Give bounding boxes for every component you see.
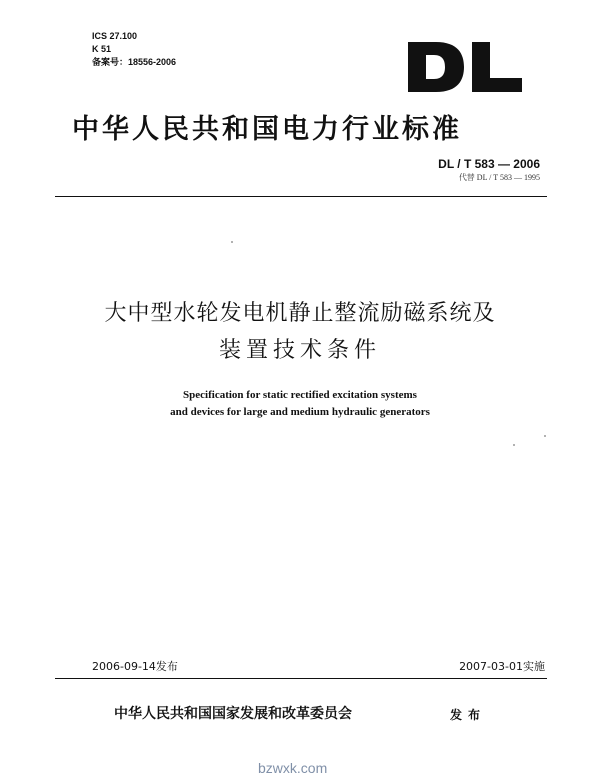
scan-speck xyxy=(544,435,546,437)
issuing-authority: 中华人民共和国国家发展和改革委员会 xyxy=(114,706,352,722)
replaces-standard: 代替 DL / T 583 — 1995 xyxy=(458,173,540,182)
classification-code: K 51 xyxy=(92,44,112,54)
standard-category-title: 中华人民共和国电力行业标准 xyxy=(72,114,462,145)
watermark-text: bzwxk.com xyxy=(258,760,328,776)
standard-number: DL / T 583 — 2006 xyxy=(438,157,540,171)
footer-divider xyxy=(55,678,547,679)
issue-label: 发布 xyxy=(450,708,487,722)
scan-speck xyxy=(231,241,233,243)
document-title-en-line2: and devices for large and medium hydraulic generators xyxy=(170,406,430,418)
ics-code: ICS 27.100 xyxy=(92,31,138,41)
dl-logo xyxy=(406,40,524,94)
header-divider xyxy=(55,196,547,197)
document-title-zh-line1: 大中型水轮发电机静止整流励磁系统及 xyxy=(104,301,496,326)
implement-date: 2007-03-01实施 xyxy=(459,660,545,673)
scan-speck xyxy=(513,444,515,446)
publish-date: 2006-09-14发布 xyxy=(92,660,178,673)
document-title-zh-line2: 装置技术条件 xyxy=(218,338,381,363)
document-title-en-line1: Specification for static rectified excitation systems xyxy=(183,389,417,401)
record-number: 备案号：18556-2006 xyxy=(92,57,177,67)
